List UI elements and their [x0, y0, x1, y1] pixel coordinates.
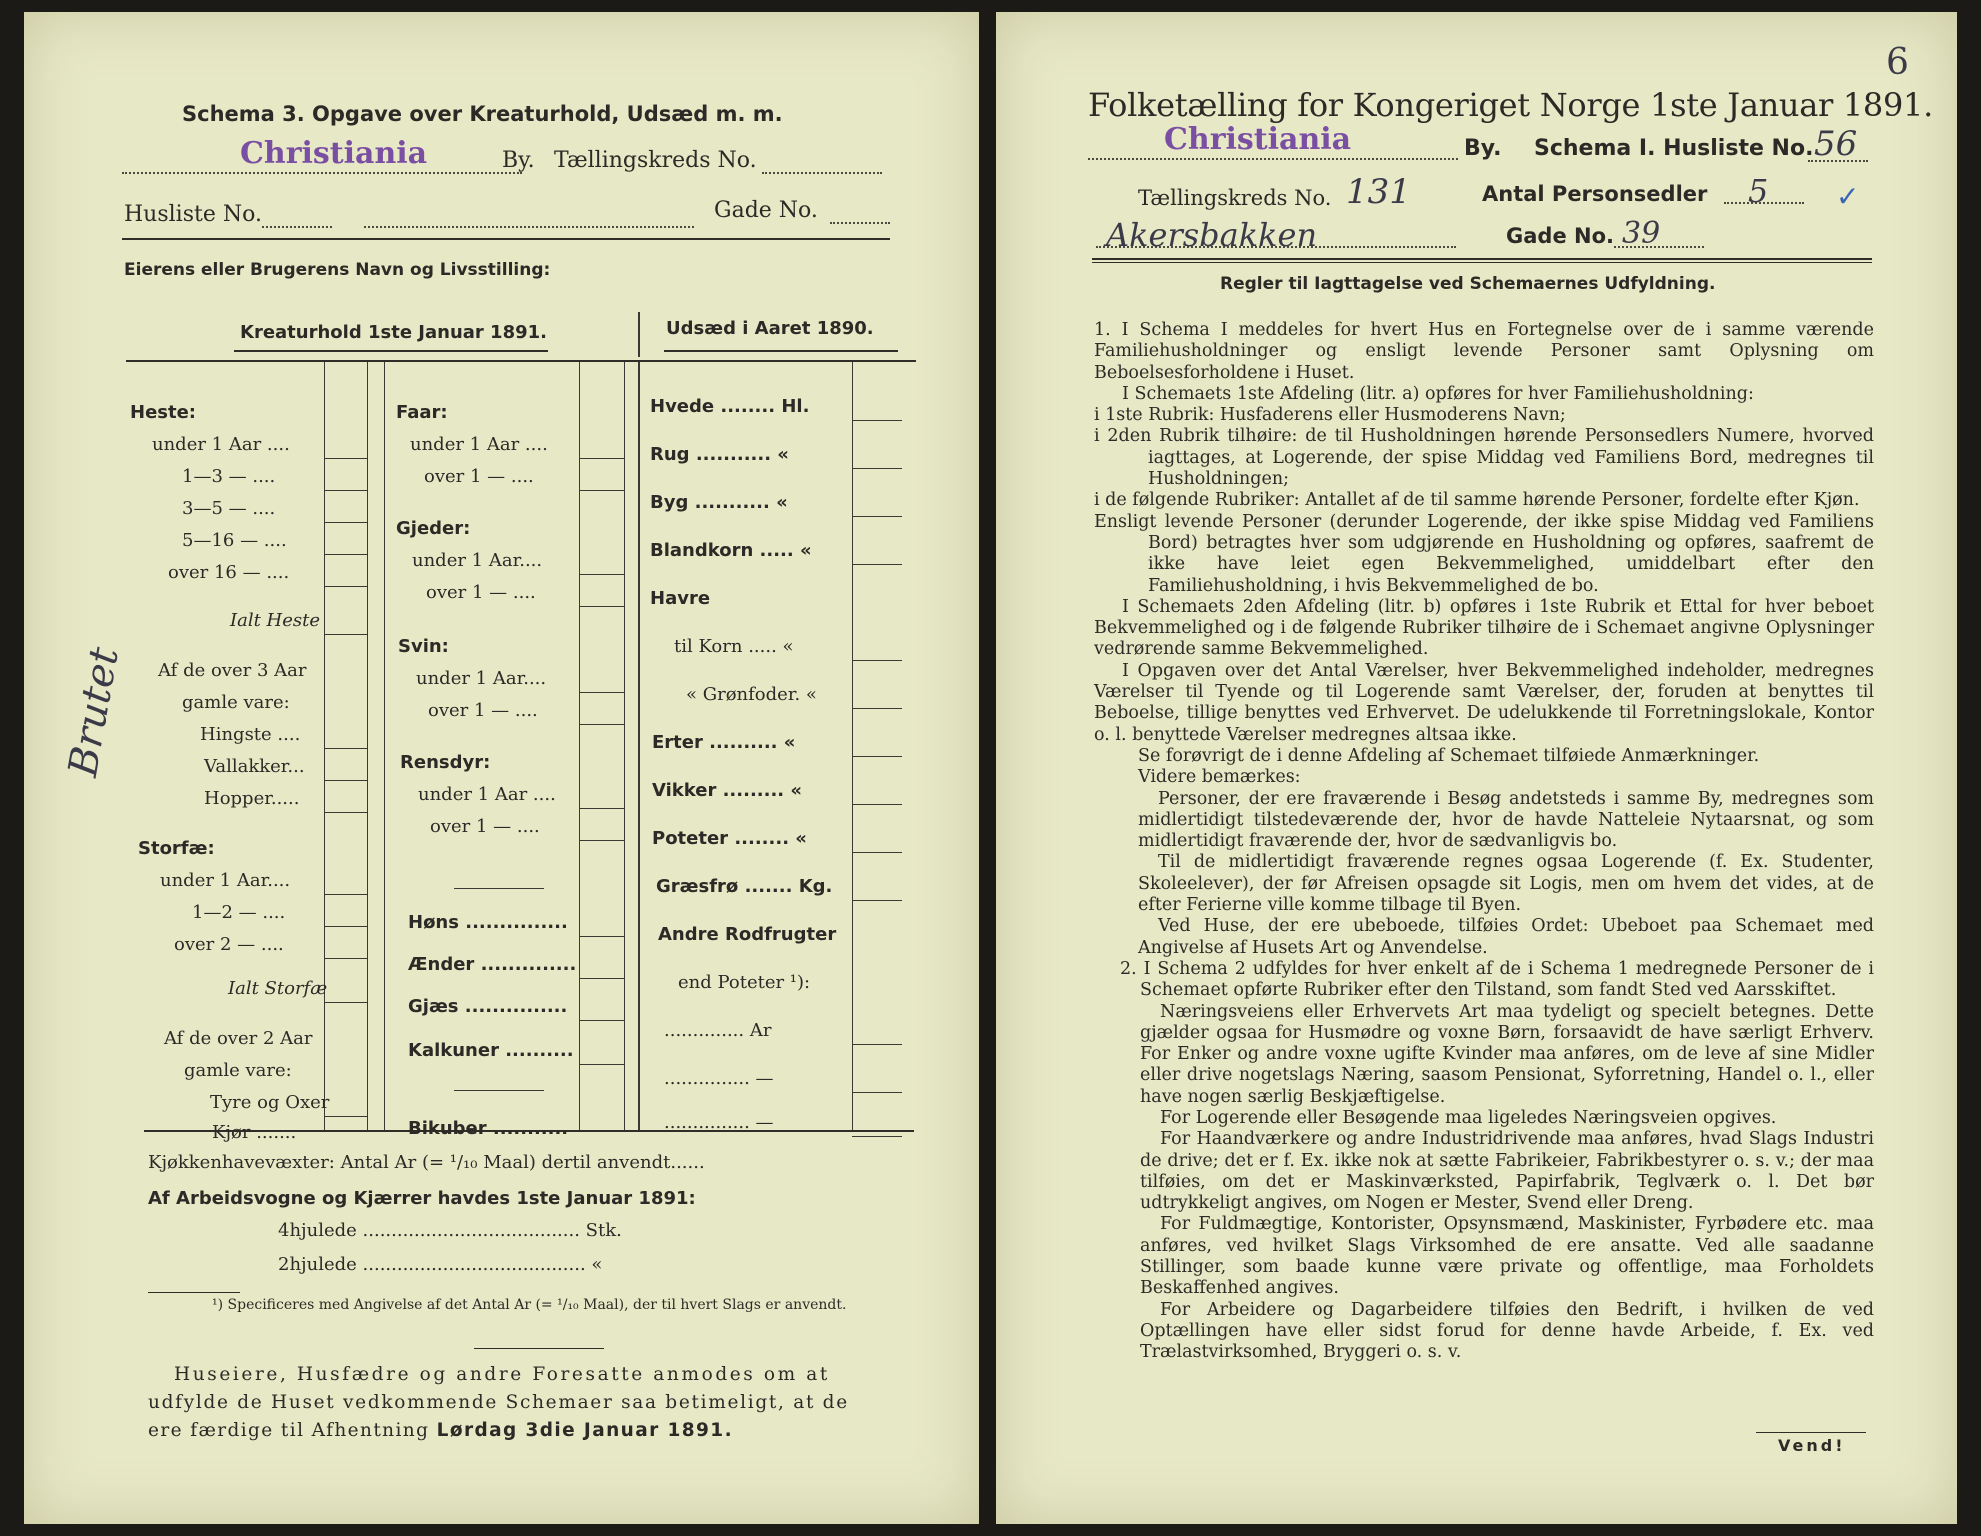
header-rule-1: [1092, 258, 1872, 260]
street-name: Akersbakken: [1106, 216, 1318, 254]
closing-rule: [474, 1348, 604, 1349]
rule-paragraph: Ensligt levende Personer (derunder Logerende, der ikke spise Middag ved Familiens Bord) betragtes hver som udgjørende en Husholdning og opføres, saafremt de ikke have leiet egen Bekvemmelighed, umiddelbart efter den Familiehusholdning, i hvis Bekvemmelighed de bo.: [1094, 511, 1874, 596]
rule-paragraph: i de følgende Rubriker: Antallet af de til samme hørende Personer, fordelte efter Kjøn.: [1094, 490, 1860, 511]
col2-value-right: [624, 362, 625, 1130]
left-page-schema-3: [24, 12, 979, 1524]
owner-label: Eierens eller Brugerens Navn og Livsstilling:: [124, 260, 551, 280]
gade-line: [364, 226, 694, 228]
gamle-vare-label: gamle vare:: [182, 692, 290, 713]
col1-value-right: [367, 362, 368, 1130]
heste-label: Heste:: [130, 402, 196, 423]
vend-rule: [1756, 1432, 1866, 1433]
kjor-label: Kjør .......: [212, 1122, 297, 1143]
heste-row: 5—16 — ....: [182, 530, 287, 551]
husliste-no-line: [1808, 160, 1868, 162]
city-line: [122, 172, 522, 174]
erter-label: Erter .......... «: [652, 732, 796, 753]
storfae-row: over 2 — ....: [174, 934, 284, 955]
gronfoder-label: « Grønfoder. «: [686, 684, 817, 705]
heste-row: 3—5 — ....: [182, 498, 276, 519]
gjeder-label: Gjeder:: [396, 518, 471, 539]
col3-value-left: [852, 362, 853, 1130]
poteter-label: Poteter ........ «: [652, 828, 807, 849]
blandkorn-label: Blandkorn ..... «: [650, 540, 812, 561]
kreaturhold-rule: [234, 350, 548, 352]
hopper-label: Hopper.....: [204, 788, 300, 809]
rule-paragraph: Personer, der ere fraværende i Besøg andetsteds i samme By, medregnes som midlertidigt tilstedeværende der, hvor de havde Natteleie Nytaarsnat, og som midlertidigt fraværende der, hvor de sædvanligvis bo.: [1138, 788, 1874, 852]
faar-row: over 1 — ....: [424, 466, 534, 487]
end-poteter-label: end Poteter ¹):: [678, 972, 811, 993]
gade-no-line: [1614, 246, 1704, 248]
vallakker-label: Vallakker...: [204, 756, 305, 777]
col2-left: [384, 362, 385, 1130]
rule-paragraph: For Arbeidere og Dagarbeidere tilføies den Bedrift, i hvilken de ved Optællingen have eller sidst forud for denne havde Arbeide, f. Ex. ved Trælastvirksomhed, Bryggeri o. s. v.: [1140, 1299, 1874, 1363]
hingste-label: Hingste ....: [200, 724, 301, 745]
closing-line-3-text: ere færdige til Afhentning: [148, 1420, 437, 1441]
antal-number: 5: [1748, 172, 1769, 210]
header-divider: [638, 312, 640, 357]
dash-line: ............... —: [664, 1068, 774, 1089]
vend-label: Vend!: [1778, 1436, 1846, 1455]
closing-date: Lørdag 3die Januar 1891.: [436, 1420, 734, 1441]
storfae-label: Storfæ:: [138, 838, 215, 859]
dash-line: ............... —: [664, 1112, 774, 1133]
aender-label: Ænder ..............: [408, 954, 577, 975]
rule-paragraph: i 2den Rubrik tilhøire: de til Husholdningen hørende Personsedlers Numere, hvorved iagttages, at Logerende, der spise Middag ved Familiens Bord, medregnes til Husholdningen;: [1094, 426, 1874, 490]
kjokkenhave-line: Kjøkkenhavevæxter: Antal Ar (= ¹/₁₀ Maal) dertil anvendt......: [148, 1152, 705, 1173]
gamle-vare2-label: gamle vare:: [184, 1060, 292, 1081]
by-label: By.: [502, 148, 535, 173]
rule-paragraph: For Fuldmægtige, Kontorister, Opsynsmænd, Maskinister, Fyrbødere etc. maa anføres, ved hvilket Slags Virksomhed de ere ansatte. Ved alle saadanne Stillinger, som baade kunne være private og offentlige, maa Forholdets Beskaffenhed angives.: [1140, 1214, 1874, 1299]
kreds-label: Tællingskreds No.: [1138, 186, 1332, 210]
closing-line-2: udfylde de Huset vedkommende Schemaer saa betimeligt, at de: [148, 1392, 849, 1413]
udsaed-rule: [664, 350, 898, 352]
rule-paragraph: Ved Huse, der ere ubeboede, tilføies Ordet: Ubeboet paa Schemaet med Angivelse af Husets Art og Anvendelse.: [1138, 916, 1874, 958]
havre-label: Havre: [650, 588, 711, 609]
til-korn-label: til Korn ..... «: [674, 636, 794, 657]
storfae-row: under 1 Aar....: [160, 870, 291, 891]
table-top-rule: [126, 360, 916, 362]
rule-paragraph: i 1ste Rubrik: Husfaderens eller Husmoderens Navn;: [1094, 405, 1566, 426]
rule-paragraph: Se forøvrigt de i denne Afdeling af Schemaet tilføiede Anmærkninger.: [1138, 745, 1760, 766]
tyre-label: Tyre og Oxer: [210, 1092, 330, 1113]
street-line: [1096, 246, 1456, 248]
af-over2-label: Af de over 2 Aar: [164, 1028, 313, 1049]
rug-label: Rug ........... «: [650, 444, 789, 465]
census-title: Folketælling for Kongeriget Norge 1ste Januar 1891.: [1088, 86, 1933, 124]
rule-paragraph: I Schemaets 1ste Afdeling (litr. a) opføres for hver Familiehusholdning:: [1122, 383, 1754, 404]
ialt-heste-label: Ialt Heste: [230, 610, 321, 631]
footnote-rule: [148, 1292, 240, 1293]
margin-handwriting: Brutet: [60, 643, 128, 780]
rules-title: Regler til Iagttagelse ved Schemaernes Udfyldning.: [1220, 274, 1716, 294]
graesfro-label: Græsfrø ....... Kg.: [656, 876, 833, 897]
schema3-title: Schema 3. Opgave over Kreaturhold, Udsæd m. m.: [182, 102, 783, 126]
schema-husliste-label: Schema I. Husliste No.: [1534, 136, 1814, 161]
svin-row: under 1 Aar....: [416, 668, 547, 689]
antal-line: [1724, 202, 1804, 204]
taellingskreds-label: Tællingskreds No.: [554, 148, 757, 173]
header-rule-2: [1092, 262, 1872, 263]
col2-value-left: [579, 362, 580, 1130]
gjeder-row: under 1 Aar....: [412, 550, 543, 571]
arbeidsvogne-line: Af Arbeidsvogne og Kjærrer havdes 1ste Januar 1891:: [148, 1188, 696, 1209]
hvede-label: Hvede ........ Hl.: [650, 396, 810, 417]
rules-body: [1094, 320, 1874, 1364]
city-stamp: Christiania: [240, 136, 428, 171]
col1-value-left: [324, 362, 325, 1130]
rule-paragraph: For Haandværkere og andre Industridrivende maa anføres, hvad Slags Industri de drive; det er f. Ex. ikke nok at sætte Fabrikeier, Fabrikbestyrer o. s. v.; der maa tilføies, om det er Maskinværksted, Papirfabrik, Teglværk o. l. Det bør udtrykkeligt angives, om Nogen er Mester, Svend eller Dreng.: [1140, 1129, 1874, 1214]
husliste-line: [262, 226, 332, 228]
svin-row: over 1 — ....: [428, 700, 538, 721]
rensdyr-row: under 1 Aar ....: [418, 784, 556, 805]
heste-row: over 16 — ....: [168, 562, 290, 583]
kreaturhold-header: Kreaturhold 1ste Januar 1891.: [240, 322, 547, 343]
rensdyr-row: over 1 — ....: [430, 816, 540, 837]
kreds-number: 131: [1346, 172, 1411, 212]
ialt-storfae-label: Ialt Storfæ: [228, 978, 328, 999]
city-line: [1088, 158, 1458, 160]
rule-paragraph: For Logerende eller Besøgende maa ligeledes Næringsveien opgives.: [1160, 1107, 1777, 1128]
hons-label: Høns ...............: [408, 912, 568, 933]
col3-divider: [638, 362, 640, 1130]
hjul2-line: 2hjulede ....................................... «: [278, 1254, 603, 1275]
bikuber-label: Bikuber ...........: [408, 1118, 569, 1139]
antal-personsedler-label: Antal Personsedler: [1482, 182, 1708, 206]
storfae-row: 1—2 — ....: [192, 902, 286, 923]
taellingskreds-line: [762, 172, 882, 174]
byg-label: Byg ........... «: [650, 492, 788, 513]
rensdyr-label: Rensdyr:: [400, 752, 491, 773]
andre-rodfrugter-label: Andre Rodfrugter: [658, 924, 837, 945]
vikker-label: Vikker ......... «: [652, 780, 803, 801]
faar-row: under 1 Aar ....: [410, 434, 548, 455]
heste-row: under 1 Aar ....: [152, 434, 290, 455]
rule-paragraph: Videre bemærkes:: [1138, 767, 1301, 788]
husliste-number: 56: [1814, 124, 1858, 164]
gade-no-line: [830, 222, 890, 224]
af-over3-label: Af de over 3 Aar: [158, 660, 307, 681]
ar-line: .............. Ar: [664, 1020, 772, 1041]
page-number: 6: [1886, 42, 1909, 83]
header-rule: [122, 238, 890, 240]
right-page-schema-1: [996, 12, 1957, 1524]
udsaed-header: Udsæd i Aaret 1890.: [666, 318, 874, 339]
faar-label: Faar:: [396, 402, 448, 423]
heste-row: 1—3 — ....: [182, 466, 276, 487]
gade-label: Gade No.: [714, 198, 818, 223]
rule-paragraph: Næringsveiens eller Erhvervets Art maa tydeligt og specielt betegnes. Dette gjælder ogsaa for Husmødre og voxne Børn, forsaavidt de have særligt Erhverv. For Enker og andre voxne ugifte Kvinder maa anføres, om de leve af sine Midler eller drive nogetslags Næring, saasom Pensionat, Syforretning, Handel o. l., eller have nogen særlig Beskjæftigelse.: [1140, 1001, 1874, 1107]
gjeder-row: over 1 — ....: [426, 582, 536, 603]
rule-paragraph: 1. I Schema I meddeles for hvert Hus en Fortegnelse over de i samme værende Familiehusholdninger og ensligt levende Personer samt Oplysning om Beboelsesforholdene i Huset.: [1094, 320, 1874, 383]
kalkuner-label: Kalkuner ..........: [408, 1040, 574, 1061]
gade-label: Gade No.: [1506, 224, 1614, 248]
rule-paragraph: I Schemaets 2den Afdeling (litr. b) opføres i 1ste Rubrik et Ettal for hver beboet Bekvemmelighed og i de følgende Rubriker tilhøire de i Schemaet angivne Oplysninger vedrørende samme Bekvemmelighed.: [1094, 596, 1874, 660]
gjaes-label: Gjæs ...............: [408, 996, 568, 1017]
rule-paragraph: 2. I Schema 2 udfyldes for hver enkelt af de i Schema 1 medregnede Personer de i Schemaet opførte Rubriker efter den Tilstand, som fandt Sted ved Aarsskiftet.: [1120, 958, 1874, 1001]
hjul4-line: 4hjulede ...................................... Stk.: [278, 1220, 622, 1241]
by-label: By.: [1464, 136, 1502, 161]
check-mark: ✓: [1836, 180, 1860, 213]
rule-paragraph: I Opgaven over det Antal Værelser, hver Bekvemmelighed indeholder, medregnes Værelser til Tyende og til Logerende samt Værelser, der, foruden at benyttes til Beboelse, tillige benyttes ved Erhvervet. De udelukkende til Forretningslokale, Kontor o. l. benyttede Værelser medregnes altsaa ikke.: [1094, 660, 1874, 745]
rule-paragraph: Til de midlertidigt fraværende regnes ogsaa Logerende (f. Ex. Studenter, Skoleelever), der før Afreisen opsagde sit Logis, men om hvem det vides, at de efter Ferierne ville komme tilbage til Byen.: [1138, 852, 1874, 916]
gade-number: 39: [1622, 216, 1661, 251]
husliste-label: Husliste No.: [124, 202, 262, 227]
footnote: ¹) Specificeres med Angivelse af det Antal Ar (= ¹/₁₀ Maal), der til hvert Slags er anvendt.: [212, 1297, 847, 1313]
closing-line-1: Huseiere, Husfædre og andre Foresatte anmodes om at: [174, 1364, 830, 1385]
city-stamp: Christiania: [1164, 122, 1352, 157]
svin-label: Svin:: [398, 636, 449, 657]
closing-line-3: [148, 1420, 733, 1441]
